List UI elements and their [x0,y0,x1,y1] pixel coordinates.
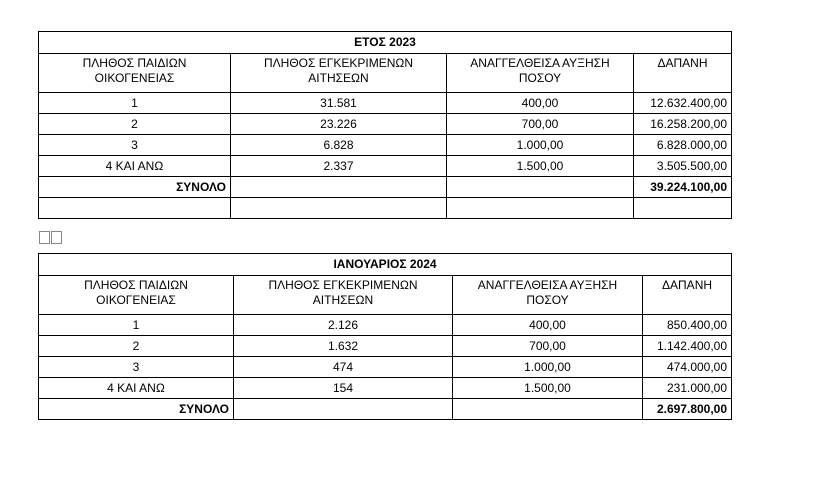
cell-increase: 400,00 [447,93,634,114]
cell-increase: 700,00 [447,114,634,135]
total-value: 39.224.100,00 [634,177,732,198]
empty-cell [231,198,447,219]
total-empty-cell [453,399,643,420]
total-row [39,177,732,198]
cell-children: 2 [39,336,234,357]
total-empty-cell [234,399,453,420]
cell-cost: 231.000,00 [643,378,732,399]
cell-cost: 12.632.400,00 [634,93,732,114]
table-title: ΙΑΝΟΥΑΡΙΟΣ 2024 [39,254,732,276]
cell-applications: 2.337 [231,156,447,177]
header-line: ΑΙΤΗΣΕΩΝ [308,71,369,85]
empty-cell [39,198,231,219]
header-line: ΔΑΠΑΝΗ [657,56,708,70]
cell-children: 1 [39,315,234,336]
cell-increase: 700,00 [453,336,643,357]
table-row [39,114,732,135]
total-label: ΣΥΝΟΛΟ [39,399,234,420]
header-line: ΑΝΑΓΓΕΛΘΕΙΣΑ ΑΥΞΗΣΗ [477,278,618,292]
cell-cost: 6.828.000,00 [634,135,732,156]
header-line: ΔΑΠΑΝΗ [662,278,713,292]
header-row [39,54,732,93]
total-row [39,399,732,420]
cell-applications: 1.632 [234,336,453,357]
total-empty-cell [447,177,634,198]
header-children [39,276,234,315]
cell-applications: 154 [234,378,453,399]
header-cost [634,54,732,93]
header-line: ΠΛΗΘΟΣ ΕΓΚΕΚΡΙΜΕΝΩΝ [263,56,414,70]
table-row [39,315,732,336]
header-line: ΑΙΤΗΣΕΩΝ [312,293,374,307]
cell-children: 2 [39,114,231,135]
table-title-row [39,254,732,276]
empty-cell [447,198,634,219]
total-empty-cell [231,177,447,198]
cell-children: 3 [39,135,231,156]
cell-cost: 850.400,00 [643,315,732,336]
cell-cost: 16.258.200,00 [634,114,732,135]
table-title-row [39,32,732,54]
placeholder-glyph-boxes [39,231,62,244]
header-increase [447,54,634,93]
cell-children: 4 ΚΑΙ ΑΝΩ [39,378,234,399]
cell-applications: 31.581 [231,93,447,114]
header-increase [453,276,643,315]
cell-applications: 2.126 [234,315,453,336]
table-row [39,336,732,357]
header-children [39,54,231,93]
table-2023 [38,31,732,219]
table-row [39,156,732,177]
cell-increase: 1.000,00 [453,357,643,378]
cell-children: 4 ΚΑΙ ΑΝΩ [39,156,231,177]
table-title: ΕΤΟΣ 2023 [39,32,732,54]
header-line: ΠΛΗΘΟΣ ΠΑΙΔΙΩΝ [82,56,187,70]
header-cost [643,276,732,315]
table-row [39,93,732,114]
cell-increase: 1.000,00 [447,135,634,156]
header-line: ΠΟΣΟΥ [526,293,569,307]
header-applications [231,54,447,93]
cell-increase: 1.500,00 [447,156,634,177]
header-line: ΠΛΗΘΟΣ ΕΓΚΕΚΡΙΜΕΝΩΝ [268,278,418,292]
table-row [39,378,732,399]
total-value: 2.697.800,00 [643,399,732,420]
missing-glyph-icon [39,231,50,244]
cell-children: 1 [39,93,231,114]
header-line: ΟΙΚΟΓΕΝΕΙΑΣ [96,293,176,307]
table-row [39,357,732,378]
header-line: ΑΝΑΓΓΕΛΘΕΙΣΑ ΑΥΞΗΣΗ [470,56,610,70]
table-jan-2024 [38,253,732,420]
cell-cost: 1.142.400,00 [643,336,732,357]
total-label: ΣΥΝΟΛΟ [39,177,231,198]
header-applications [234,276,453,315]
cell-applications: 23.226 [231,114,447,135]
header-row [39,276,732,315]
empty-cell [634,198,732,219]
cell-increase: 400,00 [453,315,643,336]
header-line: ΠΛΗΘΟΣ ΠΑΙΔΙΩΝ [84,278,188,292]
cell-applications: 6.828 [231,135,447,156]
header-line: ΟΙΚΟΓΕΝΕΙΑΣ [94,71,175,85]
cell-children: 3 [39,357,234,378]
empty-row [39,198,732,219]
table-row [39,135,732,156]
cell-applications: 474 [234,357,453,378]
cell-cost: 474.000,00 [643,357,732,378]
header-line: ΠΟΣΟΥ [518,71,562,85]
missing-glyph-icon [51,231,62,244]
cell-increase: 1.500,00 [453,378,643,399]
cell-cost: 3.505.500,00 [634,156,732,177]
